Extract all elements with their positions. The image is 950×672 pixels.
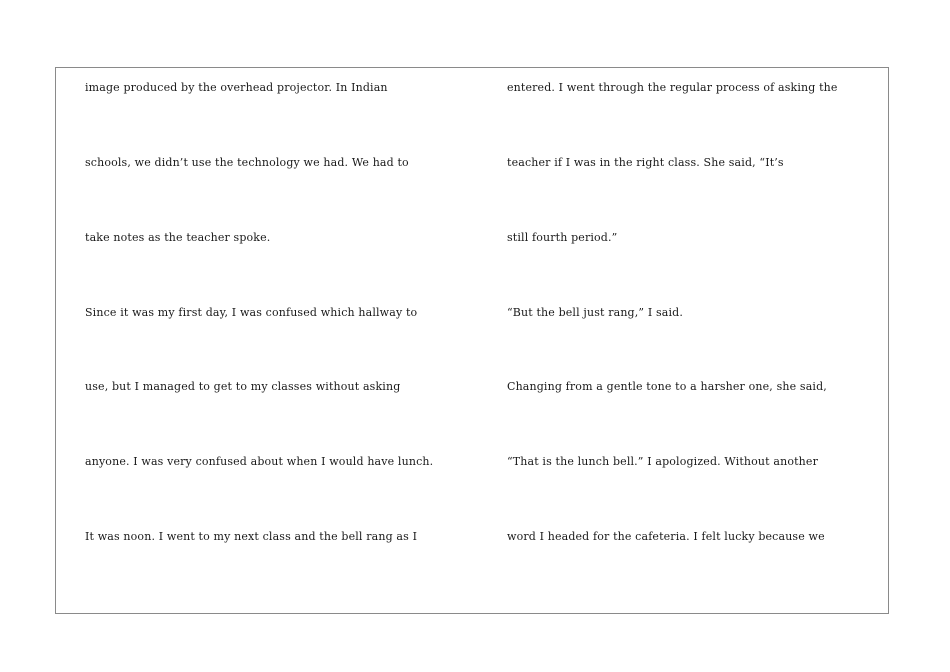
text-line: Since it was my first day, I was confused which hallway to — [85, 306, 418, 319]
text-line: schools, we didn’t use the technology we had. We had to — [85, 156, 409, 169]
text-line: use, but I managed to get to my classes without asking — [85, 380, 401, 393]
text-line: still fourth period.” — [507, 231, 618, 244]
document-page — [55, 67, 889, 614]
text-line: word I headed for the cafeteria. I felt lucky because we — [507, 530, 825, 543]
text-line: It was noon. I went to my next class and the bell rang as I — [85, 530, 418, 543]
text-line: Changing from a gentle tone to a harsher one, she said, — [507, 380, 827, 393]
text-line: take notes as the teacher spoke. — [85, 231, 271, 244]
text-line: anyone. I was very confused about when I would have lunch. — [85, 455, 434, 468]
text-line: entered. I went through the regular process of asking the — [507, 81, 838, 94]
text-line: “That is the lunch bell.” I apologized. Without another — [507, 455, 818, 468]
text-line: “But the bell just rang,” I said. — [507, 306, 683, 319]
text-line: teacher if I was in the right class. She said, “It’s — [507, 156, 784, 169]
text-line: image produced by the overhead projector. In Indian — [85, 81, 388, 94]
